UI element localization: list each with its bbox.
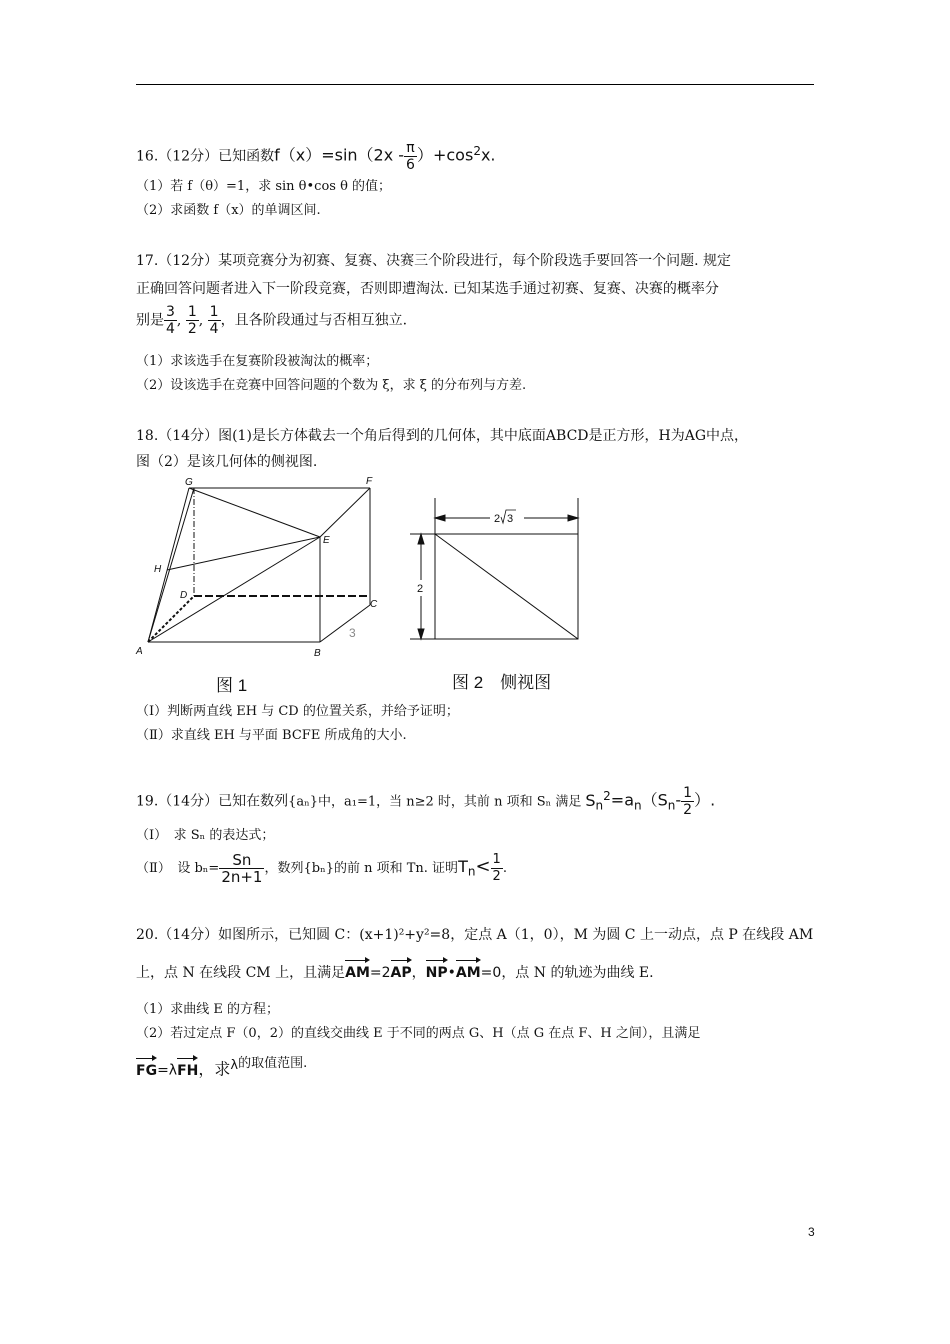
q16-frac-num: π <box>404 140 417 157</box>
q20-vec-am: AM <box>345 959 370 983</box>
q18-figures <box>130 470 600 700</box>
q20-comma: ， <box>411 965 426 981</box>
width-label-coef: 2 <box>494 513 501 525</box>
q19-tn: n <box>467 864 476 879</box>
q16-part1: （1）若 f（θ）=1，求 sin θ•cos θ 的值； <box>136 179 392 194</box>
edge-cb <box>320 605 370 642</box>
q19-bn-den: 2n+1 <box>221 868 263 886</box>
q16-head: 16.（12分）已知函数 <box>136 148 275 165</box>
q19-eq-n: n <box>595 798 604 813</box>
q16-frac-den: 6 <box>406 157 415 173</box>
dim-arrow-left <box>435 515 445 521</box>
q19-lt: < <box>475 856 491 877</box>
q20-vec-fg: FG <box>136 1057 157 1081</box>
q20-line2-tail: ，点 N 的轨迹为曲线 E. <box>501 965 654 981</box>
q17-frac2-num: 1 <box>187 304 197 320</box>
q17-frac3-den: 4 <box>209 321 219 337</box>
q20-ask: ，求 <box>198 1059 231 1079</box>
q20-dot: • <box>447 965 456 981</box>
label-f: F <box>366 476 373 487</box>
figure-2-caption: 图 2 侧视图 <box>452 673 552 692</box>
q20-tail: 的取值范围. <box>238 1055 308 1071</box>
edge-fe <box>320 488 370 537</box>
q19-part2-mid: ，数列{bₙ}的前 n 项和 Tn. 证明 <box>264 861 459 876</box>
edge-he <box>167 537 320 570</box>
q16-line <box>136 140 496 173</box>
q19-eq-n3: n <box>667 798 676 813</box>
q20-line1: 20.（14分）如图所示，已知圆 C：(x+1)²+y²=8，定点 A（1，0），M 为圆 C 上一动点，点 P 在线段 AM <box>136 927 814 943</box>
side-view-diagonal <box>435 534 578 639</box>
q19-condition: {aₙ}中，a₁=1，当 n≥2 时，其前 n 项和 Sₙ 满足 <box>288 794 582 810</box>
q20-eq2: =2 <box>369 965 391 981</box>
q20-part2: （2）若过定点 F（0，2）的直线交曲线 E 于不同的两点 G、H（点 G 在点 F、H 之间），且满足 <box>136 1026 701 1041</box>
q19-t-den: 2 <box>492 869 501 884</box>
q17-frac2-den: 2 <box>187 321 197 337</box>
label-h: H <box>154 564 162 575</box>
header-rule <box>136 84 814 85</box>
q19-eq-paren: （S <box>641 790 668 810</box>
q19-t-num: 1 <box>492 852 501 867</box>
q20-line2-head: 上，点 N 在线段 CM 上，且满足 <box>136 965 346 981</box>
label-c: C <box>370 599 378 610</box>
figure-2-labels <box>414 508 524 596</box>
figure-1-labels <box>135 476 378 659</box>
q20-vec-ap: AP <box>391 959 412 983</box>
q19-eq-end: ）. <box>694 790 716 810</box>
q16-tail: ）+co <box>416 145 465 165</box>
q20-vec-fh: FH <box>177 1057 198 1081</box>
q19-bn-num: Sn <box>219 852 264 869</box>
q17-sep2: , <box>198 312 204 329</box>
q19-eq-minus: - <box>675 790 682 810</box>
q20-vec-am2: AM <box>456 959 481 983</box>
q20-lambda: λ <box>230 1058 239 1073</box>
height-label: 2 <box>417 583 424 595</box>
q17-frac3-num: 1 <box>209 304 219 320</box>
label-g: G <box>185 477 193 488</box>
q16-sq: 2 <box>473 143 481 158</box>
q16-func: f（x）=sin（2x - <box>274 145 405 165</box>
q19-eq-n2: n <box>634 798 642 813</box>
dim-arrow-bottom <box>418 629 424 639</box>
edge-ae <box>148 537 320 642</box>
q17-line3-head: 别是 <box>136 312 164 329</box>
q18-part2: （Ⅱ）求直线 EH 与平面 BCFE 所成角的大小. <box>136 728 407 743</box>
q17-frac1-den: 4 <box>166 321 175 337</box>
q19-head: 19.（14分）已知在数列 <box>136 793 289 810</box>
q19-line1 <box>136 785 715 818</box>
q19-eq-a: =a <box>610 790 634 810</box>
q16-part2: （2）求函数 f（x）的单调区间. <box>136 203 321 218</box>
dim-arrow-top <box>418 534 424 544</box>
label-e: E <box>323 535 330 546</box>
q19-half-den: 2 <box>683 802 693 818</box>
q19-half <box>681 785 694 818</box>
q20-part1: （1）求曲线 E 的方程； <box>136 1002 280 1017</box>
width-label-root: 3 <box>507 513 514 525</box>
figure-1 <box>148 488 370 642</box>
q17-line3 <box>136 304 407 337</box>
q18-part1: （Ⅰ）判断两直线 EH 与 CD 的位置关系，并给予证明； <box>136 704 459 719</box>
q19-t: T <box>458 857 468 876</box>
q17-frac1-num: 3 <box>166 304 175 320</box>
q16-x: x. <box>480 145 496 165</box>
page-number: 3 <box>808 1225 815 1239</box>
q17-part2: （2）设该选手在竞赛中回答问题的个数为 ξ，求 ξ 的分布列与方差. <box>136 378 527 393</box>
q17-line3-tail: ，且各阶段通过与否相互独立. <box>220 312 408 329</box>
q18-line1: 18.（14分）图(1)是长方体截去一个角后得到的几何体，其中底面ABCD是正方形，H为AG中点， <box>136 428 749 444</box>
q20-line2 <box>136 959 654 983</box>
q16-frac <box>404 140 417 173</box>
label-three: 3 <box>349 626 356 640</box>
q19-eq-sq: 2 <box>603 788 611 803</box>
q18-line2: 图（2）是该几何体的侧视图. <box>136 454 318 470</box>
q19-bn-frac <box>219 852 264 885</box>
q19-half-num: 1 <box>683 785 693 801</box>
q17-part1: （1）求该选手在复赛阶段被淘汰的概率； <box>136 354 379 369</box>
label-b: B <box>314 648 321 659</box>
q16-s: s <box>464 145 474 165</box>
q20-line-final <box>136 1056 307 1082</box>
q19-part2-head: （Ⅱ） 设 bₙ= <box>136 861 220 876</box>
figure-1-caption: 图 1 <box>216 676 248 695</box>
q17-frac2 <box>186 304 199 337</box>
label-a: A <box>136 646 143 657</box>
label-d: D <box>180 590 188 601</box>
q17-frac1 <box>164 304 177 337</box>
q19-t-dot: . <box>502 861 507 876</box>
q20-eq0: =0 <box>480 965 502 981</box>
q19-eq-s: S <box>585 790 596 810</box>
edge-ge <box>189 488 320 537</box>
q19-t-frac <box>491 852 503 885</box>
q17-frac3 <box>208 304 221 337</box>
q19-part2 <box>136 852 507 885</box>
dim-arrow-right <box>568 515 578 521</box>
q17-line1: 17.（12分）某项竞赛分为初赛、复赛、决赛三个阶段进行，每个阶段选手要回答一个问题. 规定 <box>136 253 731 269</box>
q17-line2: 正确回答问题者进入下一阶段竞赛，否则即遭淘汰. 已知某选手通过初赛、复赛、决赛的概率分 <box>136 281 719 297</box>
q19-part1: （Ⅰ） 求 Sₙ 的表达式； <box>136 828 275 843</box>
q17-sep1: , <box>176 312 182 329</box>
q20-eq-lambda: =λ <box>157 1062 178 1079</box>
q20-vec-np: NP <box>426 959 448 983</box>
